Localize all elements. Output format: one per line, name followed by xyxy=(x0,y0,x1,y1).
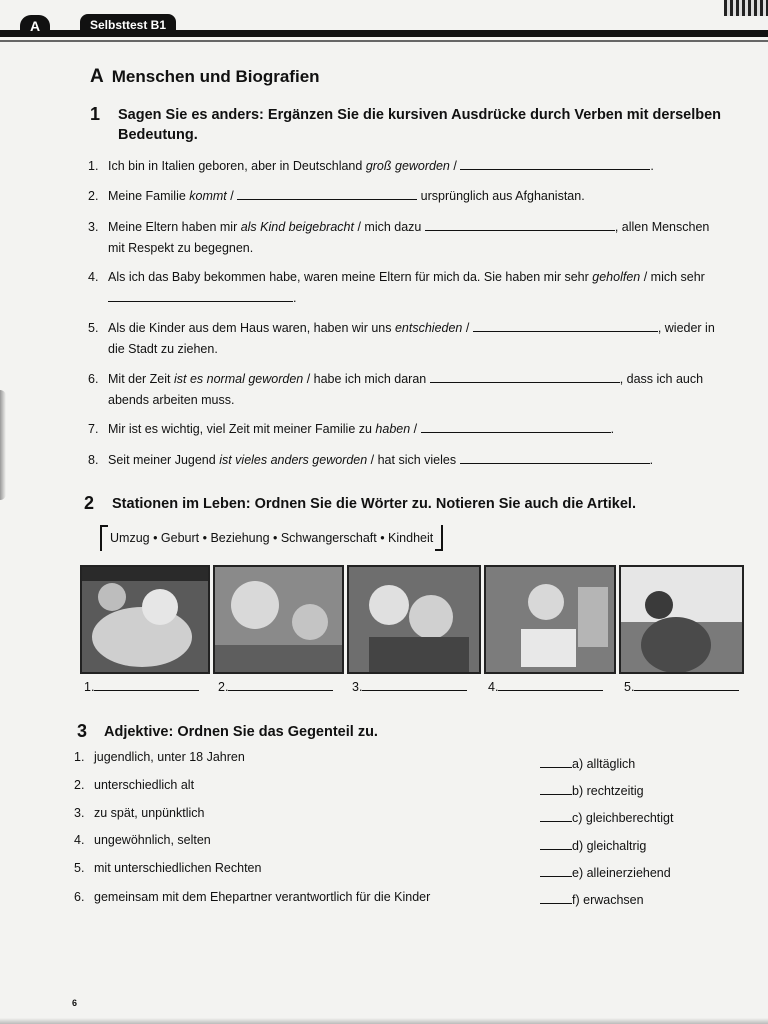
task3-title: Adjektive: Ordnen Sie das Gegenteil zu. xyxy=(104,724,378,740)
photo-moving-boxes xyxy=(484,565,616,674)
item-italic: haben xyxy=(375,422,411,436)
answer-label: 1. xyxy=(84,680,95,694)
item-number: 8. xyxy=(88,453,99,467)
answer-blank[interactable] xyxy=(430,370,620,383)
item-text: / habe ich mich daran xyxy=(303,372,430,386)
item-number: 5. xyxy=(88,321,99,335)
item-text: , allen Menschen xyxy=(614,220,710,234)
task1-item-3 xyxy=(88,217,748,259)
photo-baby xyxy=(80,565,210,674)
task3-number: 3 xyxy=(77,721,88,741)
item-italic: ist es normal geworden xyxy=(174,372,304,386)
task1-item-8 xyxy=(88,450,748,471)
item-text: , wieder in xyxy=(657,321,715,335)
adjective-right-e xyxy=(540,864,671,880)
page-fold-shadow xyxy=(0,390,6,500)
item-italic: kommt xyxy=(189,189,227,203)
adjective-left-6 xyxy=(74,890,430,904)
task1-item-2 xyxy=(88,186,748,207)
item-continuation: mit Respekt zu begegnen. xyxy=(108,241,254,255)
task1-heading xyxy=(90,105,750,145)
task3-heading xyxy=(77,722,737,742)
word-box: Umzug • Geburt • Beziehung • Schwangerschaft • Kindheit xyxy=(100,525,443,551)
answer-blank[interactable] xyxy=(460,451,650,464)
answer-blank[interactable] xyxy=(498,678,603,691)
item-text: Mit der Zeit xyxy=(108,372,174,386)
item-number: 2. xyxy=(74,778,85,792)
task1-item-6 xyxy=(88,369,748,411)
answer-blank[interactable] xyxy=(540,864,572,877)
answer-blank[interactable] xyxy=(460,157,650,170)
item-number: 4. xyxy=(88,270,99,284)
task2-number: 2 xyxy=(84,493,95,513)
item-text: Ich bin in Italien geboren, aber in Deutschland xyxy=(108,159,366,173)
page-bottom-shadow xyxy=(0,1018,768,1024)
item-text: Meine Eltern haben mir xyxy=(108,220,241,234)
answer-label: 4. xyxy=(488,680,499,694)
answer-label: 3. xyxy=(352,680,363,694)
item-text: gemeinsam mit dem Ehepartner verantwortlich für die Kinder xyxy=(94,890,431,904)
item-number: 1. xyxy=(74,750,85,764)
answer-blank[interactable] xyxy=(540,782,572,795)
item-text: Seit meiner Jugend xyxy=(108,453,220,467)
photo-pregnancy xyxy=(619,565,744,674)
answer-blank[interactable] xyxy=(362,678,467,691)
item-number: 6. xyxy=(88,372,99,386)
photo-couple xyxy=(347,565,481,674)
item-text: . xyxy=(650,159,654,173)
item-italic: geholfen xyxy=(592,270,641,284)
task1-number: 1 xyxy=(90,104,101,124)
item-text: / xyxy=(449,159,461,173)
answer-blank[interactable] xyxy=(540,809,572,822)
answer-blank[interactable] xyxy=(540,891,572,904)
item-continuation: abends arbeiten muss. xyxy=(108,393,235,407)
header-tab: Selbsttest B1 xyxy=(80,14,176,36)
item-italic: als Kind beigebracht xyxy=(240,220,354,234)
item-text: . xyxy=(610,422,615,436)
page-number: 6 xyxy=(72,998,78,1008)
adjective-left-1 xyxy=(74,750,245,764)
task1-item-1 xyxy=(88,156,748,177)
option-text: erwachsen xyxy=(583,893,644,907)
section-heading xyxy=(90,66,320,88)
answer-slot-1 xyxy=(84,678,199,694)
option-text: alltäglich xyxy=(586,757,636,771)
item-text: unterschiedlich alt xyxy=(94,778,195,792)
photo-child-playing xyxy=(213,565,344,674)
option-letter: d) xyxy=(572,839,584,853)
option-letter: a) xyxy=(572,757,584,771)
item-text: / xyxy=(410,422,421,436)
item-text: . xyxy=(649,453,654,467)
answer-blank[interactable] xyxy=(540,755,572,768)
item-italic: entschieden xyxy=(394,321,463,335)
answer-blank[interactable] xyxy=(473,319,658,332)
answer-label: 5. xyxy=(624,680,635,694)
item-text: mit unterschiedlichen Rechten xyxy=(94,861,262,875)
adjective-right-b xyxy=(540,782,644,798)
answer-blank[interactable] xyxy=(228,678,333,691)
unit-badge: A xyxy=(20,15,50,37)
adjective-left-5 xyxy=(74,861,261,875)
adjective-right-a xyxy=(540,755,635,771)
section-title: Menschen und Biografien xyxy=(111,67,320,86)
item-number: 6. xyxy=(74,890,85,904)
task2-heading xyxy=(84,494,754,514)
adjective-left-2 xyxy=(74,778,194,792)
item-text: / xyxy=(462,321,473,335)
option-letter: f) xyxy=(572,893,580,907)
task1-title: Sagen Sie es anders: Ergänzen Sie die kursiven Ausdrücke durch Verben mit derselben Bedeutung. xyxy=(118,107,722,143)
item-text: Als ich das Baby bekommen habe, waren meine Eltern für mich da. Sie haben mir sehr xyxy=(108,270,593,284)
adjective-right-c xyxy=(540,809,673,825)
item-text: . xyxy=(293,291,297,305)
item-number: 4. xyxy=(74,833,85,847)
option-text: alleinerziehend xyxy=(586,866,671,880)
answer-blank[interactable] xyxy=(94,678,199,691)
item-number: 5. xyxy=(74,861,85,875)
option-letter: e) xyxy=(572,866,584,880)
task1-item-7 xyxy=(88,419,748,440)
adjective-left-3 xyxy=(74,806,205,820)
item-text: Meine Familie xyxy=(108,189,190,203)
task1-item-4 xyxy=(88,267,748,309)
option-letter: b) xyxy=(572,784,584,798)
option-letter: c) xyxy=(572,811,583,825)
item-text: , dass ich auch xyxy=(619,372,704,386)
adjective-right-d xyxy=(540,837,646,853)
item-number: 3. xyxy=(88,220,99,234)
item-text: ungewöhnlich, selten xyxy=(94,833,211,847)
adjective-left-4 xyxy=(74,833,211,847)
answer-blank[interactable] xyxy=(634,678,739,691)
adjective-right-f xyxy=(540,891,644,907)
item-text: / hat sich vieles xyxy=(367,453,460,467)
section-letter: A xyxy=(90,66,104,87)
item-text: Mir ist es wichtig, viel Zeit mit meiner Familie zu xyxy=(108,422,376,436)
task1-item-5 xyxy=(88,318,748,360)
answer-blank[interactable] xyxy=(540,837,572,850)
answer-slot-3 xyxy=(352,678,467,694)
answer-slot-4 xyxy=(488,678,603,694)
item-italic: ist vieles anders geworden xyxy=(219,453,368,467)
answer-slot-5 xyxy=(624,678,739,694)
item-number: 3. xyxy=(74,806,85,820)
task2-title: Stationen im Leben: Ordnen Sie die Wörter zu. Notieren Sie auch die Artikel. xyxy=(112,496,636,512)
answer-blank[interactable] xyxy=(237,187,417,200)
item-text: zu spät, unpünktlich xyxy=(94,806,205,820)
item-text: / xyxy=(226,189,238,203)
item-text: jugendlich, unter 18 Jahren xyxy=(94,750,245,764)
option-text: gleichberechtigt xyxy=(585,811,674,825)
item-italic: groß geworden xyxy=(365,159,450,173)
answer-label: 2. xyxy=(218,680,229,694)
item-number: 7. xyxy=(88,422,99,436)
page-edge-decoration xyxy=(724,0,768,16)
answer-blank[interactable] xyxy=(425,218,615,231)
option-text: rechtzeitig xyxy=(586,784,644,798)
answer-blank[interactable] xyxy=(421,420,611,433)
answer-slot-2 xyxy=(218,678,333,694)
item-continuation: die Stadt zu ziehen. xyxy=(108,342,218,356)
item-text: / mich sehr xyxy=(640,270,705,284)
answer-blank[interactable] xyxy=(108,289,293,302)
item-text: Als die Kinder aus dem Haus waren, haben wir uns xyxy=(108,321,395,335)
item-text: ursprünglich aus Afghanistan. xyxy=(417,189,585,203)
item-number: 2. xyxy=(88,189,99,203)
header-rule-thin xyxy=(0,40,768,42)
item-number: 1. xyxy=(88,159,99,173)
option-text: gleichaltrig xyxy=(586,839,647,853)
item-text: / mich dazu xyxy=(353,220,425,234)
